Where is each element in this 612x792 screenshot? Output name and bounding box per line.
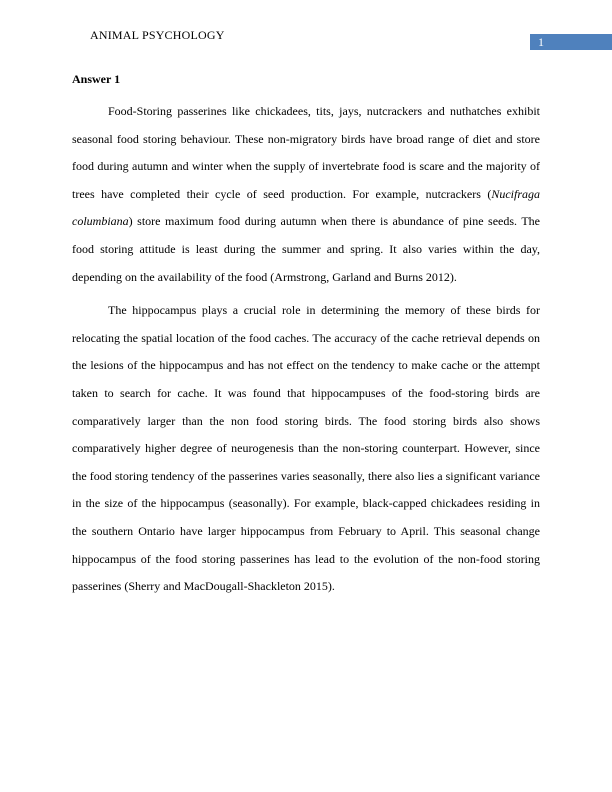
page-number: 1 <box>538 35 544 49</box>
paragraph-1-text-a: Food-Storing passerines like chickadees, tits, jays, nutcrackers and nuthatches exhibit seasonal food storing behaviour. These non-migratory birds have broad range of diet and store food during autumn and winter when the supply of invertebrate food is scare and the majority of trees have completed their cycle of seed production. For example, nutcrackers ( <box>72 104 540 201</box>
species-name: Nucifraga columbiana <box>72 186 540 229</box>
page-number-box <box>530 34 612 50</box>
answer-heading: Answer 1 <box>72 72 121 86</box>
paragraph-food-storing <box>72 98 540 291</box>
paragraph-hippocampus: The hippocampus plays a crucial role in determining the memory of these birds for relocating the spatial location of the food caches. The accuracy of the cache retrieval depends on the lesions of the hippocampus and has not effect on the tendency to make cache or the attempt taken to search for cache. It was found that hippocampuses of the food-storing birds are comparatively larger than the non food storing birds. The food storing birds also shows comparatively higher degree of neurogenesis than the non-storing counterpart. However, since the food storing tendency of the passerines varies seasonally, there also lies a significant variance in the size of the hippocampus (seasonally). For example, black-capped chickadees residing in the southern Ontario have larger hippocampus from February to April. This seasonal change hippocampus of the food storing passerines has lead to the evolution of the non-food storing passerines (Sherry and MacDougall-Shackleton 2015). <box>72 303 540 594</box>
document-body <box>72 71 540 607</box>
running-head: ANIMAL PSYCHOLOGY <box>90 28 225 42</box>
paragraph-1-text-b: ) store maximum food during autumn when there is abundance of pine seeds. The food storing attitude is least during the summer and spring. It also varies within the day, depending on the availability of the food (Armstrong, Garland and Burns 2012). <box>72 214 540 284</box>
